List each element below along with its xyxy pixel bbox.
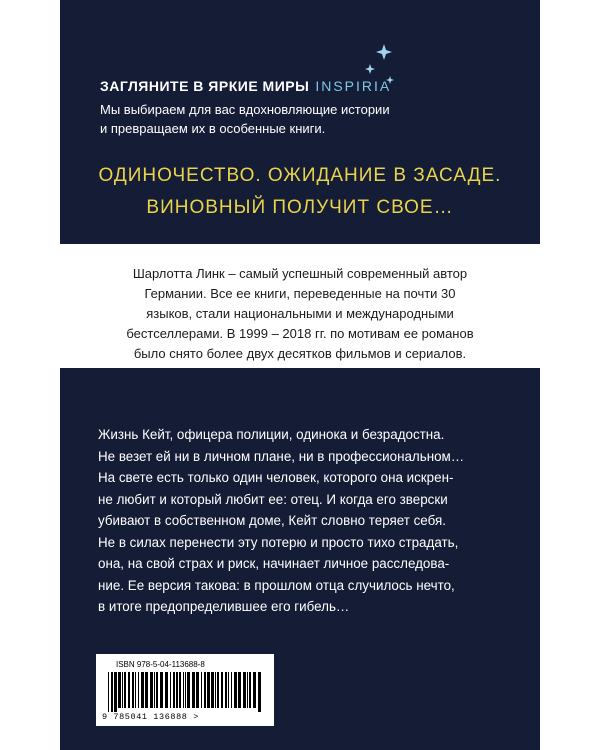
barcode-bar	[196, 672, 199, 708]
barcode-bar	[187, 672, 190, 708]
subtitle-line: и превращаем их в особенные книги.	[100, 121, 326, 136]
barcode-bar	[228, 672, 229, 708]
barcode-bar	[124, 672, 126, 708]
series-subtitle	[100, 100, 520, 138]
barcode-bar	[192, 672, 195, 708]
synopsis-panel	[60, 368, 540, 750]
brand-name: INSPIRIA	[315, 78, 392, 94]
synopsis-line: в итоге предопределившее его гибель…	[98, 599, 350, 614]
barcode-bar	[111, 672, 113, 712]
barcode-bar	[211, 672, 214, 708]
barcode-bar	[179, 672, 181, 708]
series-heading	[100, 78, 391, 94]
synopsis-line: Не везет ей ни в личном плане, ни в профессиональном…	[98, 448, 465, 464]
barcode-bar	[253, 672, 256, 708]
author-bio-line: было снято более двух десятков фильмов и сериалов.	[133, 346, 467, 361]
barcode-bar	[135, 672, 136, 708]
barcode-bar	[204, 672, 206, 708]
barcode-bar	[138, 672, 139, 708]
synopsis-line: ние. Ее версия такова: в прошлом отца случилось нечто,	[98, 577, 455, 593]
barcode-bar	[225, 672, 227, 708]
barcode-bar	[145, 672, 148, 708]
barcode-block	[96, 654, 274, 726]
synopsis-line: убивают в собственном доме, Кейт словно теряет себя.	[98, 513, 446, 528]
author-panel	[60, 244, 540, 368]
synopsis-line: Не в силах перенести эту потерю и просто тихо страдать,	[98, 534, 459, 550]
barcode-bar	[201, 672, 202, 708]
tagline-line: ВИНОВНЫЙ ПОЛУЧИТ СВОЕ…	[146, 197, 454, 218]
barcode-bar	[141, 672, 144, 708]
barcode-bar	[132, 672, 134, 708]
synopsis-line: она, на свой страх и риск, начинает личное расследова-	[98, 556, 450, 571]
barcode-bar	[238, 672, 241, 708]
subtitle-line: Мы выбираем для вас вдохновляющие истории	[100, 102, 390, 117]
author-bio-line: Германии. Все ее книги, переведенные на почти 30	[144, 286, 456, 301]
isbn-label: ISBN 978-5-04-113688-8	[116, 660, 205, 669]
barcode-bar	[128, 672, 130, 708]
author-bio-line: бестселлерами. В 1999 – 2018 гг. по мотивам ее романов	[126, 326, 474, 341]
barcode-bar	[156, 672, 158, 708]
barcode-bar	[173, 672, 175, 708]
barcode-bar	[243, 672, 246, 708]
synopsis-line: Жизнь Кейт, офицера полиции, одинока и безрадостна.	[98, 427, 445, 442]
synopsis-line: На свете есть только один человек, которого она искрен-	[98, 470, 454, 485]
barcode-bar	[154, 672, 155, 708]
tagline	[60, 160, 540, 224]
barcode-icon	[106, 672, 264, 712]
barcode-bar	[234, 672, 237, 708]
barcode-bar	[170, 672, 171, 708]
barcode-bar	[165, 672, 168, 708]
series-panel	[60, 0, 540, 244]
author-bio-line: Шарлотта Линк – самый успешный современный автор	[132, 266, 468, 281]
barcode-bar	[150, 672, 153, 708]
barcode-bar	[108, 672, 109, 712]
barcode-bar	[207, 672, 210, 708]
barcode-bar	[231, 672, 232, 708]
synopsis-line: не любит и который любит ее: отец. И когда его зверски	[98, 491, 448, 507]
barcode-bar	[122, 672, 123, 708]
barcode-bar	[221, 672, 223, 708]
barcode-bar	[118, 672, 121, 708]
author-bio	[60, 264, 540, 364]
synopsis-text	[98, 424, 518, 618]
barcode-digits: 9 785041 136888 >	[102, 712, 199, 722]
barcode-bar	[215, 672, 216, 708]
barcode-bar	[160, 672, 163, 708]
barcode-bar	[249, 672, 251, 708]
barcode-bar	[217, 672, 219, 708]
author-bio-line: языков, стали национальными и международными	[146, 306, 454, 321]
barcode-bar	[176, 672, 178, 708]
barcode-bar	[247, 672, 248, 708]
tagline-line: ОДИНОЧЕСТВО. ОЖИДАНИЕ В ЗАСАДЕ.	[98, 165, 502, 186]
series-heading-text: ЗАГЛЯНИТЕ В ЯРКИЕ МИРЫ	[100, 78, 310, 94]
barcode-bar	[258, 672, 261, 712]
barcode-bar	[114, 672, 117, 712]
barcode-bar	[185, 672, 186, 708]
book-back-cover	[60, 0, 540, 750]
barcode-bar	[183, 672, 184, 708]
